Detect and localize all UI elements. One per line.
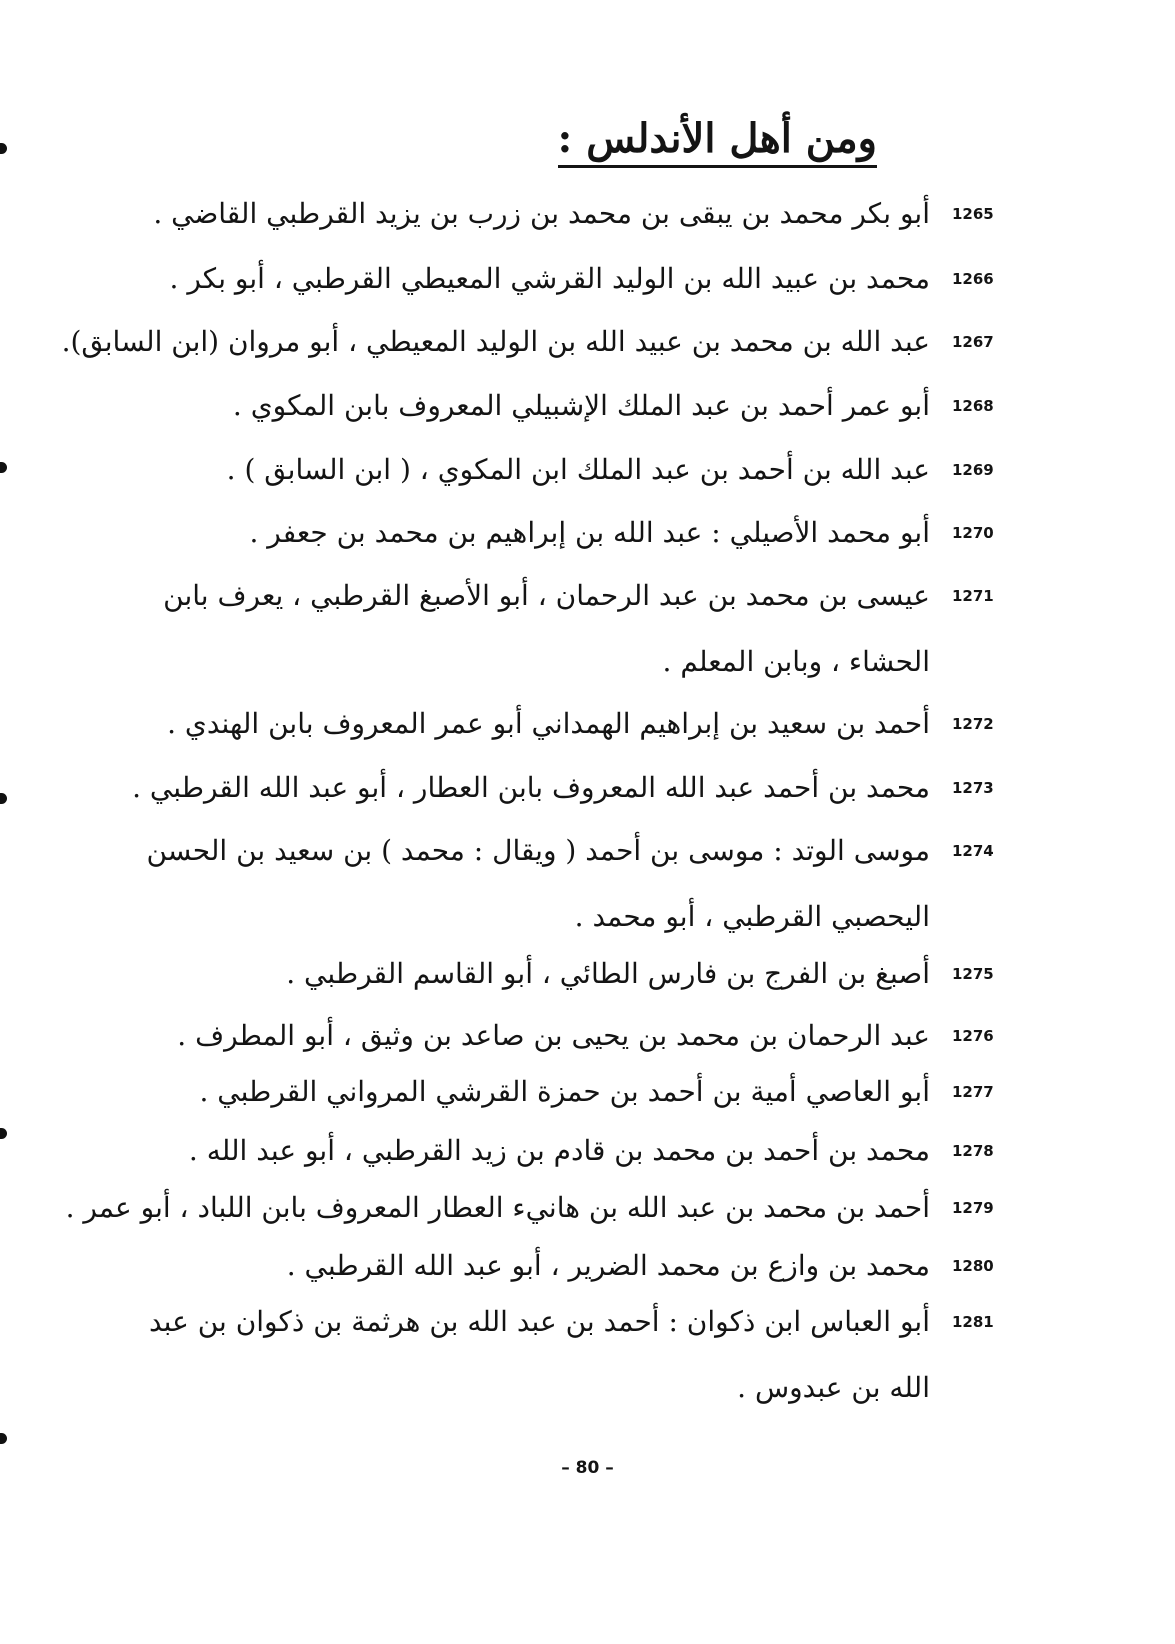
entry-text: عبد الله بن محمد بن عبيد الله بن الوليد المعيطي ، أبو مروان (ابن السابق). <box>61 325 930 358</box>
entry-number: 1281 <box>952 1313 994 1331</box>
entry-text: محمد بن أحمد بن محمد بن قادم بن زيد القرطبي ، أبو عبد الله . <box>188 1134 930 1167</box>
entry-row <box>0 941 1175 1007</box>
entry-row <box>0 500 1175 566</box>
entry-number: 1279 <box>952 1199 994 1217</box>
binding-hole-mark <box>0 143 7 154</box>
entry-number: 1270 <box>952 524 994 542</box>
entry-number: 1268 <box>952 397 994 415</box>
entry-text: أبو العاصي أمية بن أحمد بن حمزة القرشي المرواني القرطبي . <box>199 1075 930 1108</box>
entry-row <box>0 181 1175 247</box>
entry-text: عيسى بن محمد بن عبد الرحمان ، أبو الأصبغ القرطبي ، يعرف بابن الحشاء ، وبابن المعلم . <box>163 579 930 678</box>
entry-row <box>0 246 1175 312</box>
entry-text: أحمد بن محمد بن عبد الله بن هانيء العطار المعروف بابن اللباد ، أبو عمر . <box>65 1191 930 1224</box>
entry-number: 1277 <box>952 1083 994 1101</box>
section-heading: ومن أهل الأندلس : <box>558 115 877 168</box>
entry-row <box>0 691 1175 757</box>
entry-number: 1272 <box>952 715 994 733</box>
entry-row <box>0 373 1175 439</box>
entry-text: عبد الله بن أحمد بن عبد الملك ابن المكوي ، ( ابن السابق ) . <box>226 453 930 486</box>
entry-row <box>0 309 1175 375</box>
entry-text: عبد الرحمان بن محمد بن يحيى بن صاعد بن وثيق ، أبو المطرف . <box>177 1019 930 1052</box>
entry-number: 1271 <box>952 587 994 605</box>
entry-number: 1274 <box>952 842 994 860</box>
entry-row <box>0 437 1175 503</box>
entry-row <box>0 1059 1175 1125</box>
entry-number: 1273 <box>952 779 994 797</box>
entry-number: 1266 <box>952 270 994 288</box>
entry-text: أبو بكر محمد بن يبقى بن محمد بن زرب بن يزيد القرطبي القاضي . <box>153 197 930 230</box>
entry-row <box>0 755 1175 821</box>
entry-number: 1280 <box>952 1257 994 1275</box>
entry-text: محمد بن وازع بن محمد الضرير ، أبو عبد الله القرطبي . <box>286 1249 930 1282</box>
entry-row <box>0 563 1175 678</box>
entry-number: 1267 <box>952 333 994 351</box>
entry-number: 1265 <box>952 205 994 223</box>
entry-text: محمد بن عبيد الله بن الوليد القرشي المعيطي القرطبي ، أبو بكر . <box>169 262 930 295</box>
entry-row <box>0 818 1175 933</box>
page-number: – 80 – <box>561 1458 614 1478</box>
entry-text: موسى الوتد : موسى بن أحمد ( ويقال : محمد ) بن سعيد بن الحسن اليحصبي القرطبي ، أبو محمد . <box>146 834 930 933</box>
entry-number: 1269 <box>952 461 994 479</box>
entry-text: أبو عمر أحمد بن عبد الملك الإشبيلي المعروف بابن المكوي . <box>232 389 930 422</box>
entry-text: أحمد بن سعيد بن إبراهيم الهمداني أبو عمر المعروف بابن الهندي . <box>167 707 930 740</box>
entry-text: أصبغ بن الفرج بن فارس الطائي ، أبو القاسم القرطبي . <box>286 957 930 990</box>
entry-text: محمد بن أحمد عبد الله المعروف بابن العطار ، أبو عبد الله القرطبي . <box>132 771 930 804</box>
entry-number: 1276 <box>952 1027 994 1045</box>
entry-text: أبو العباس ابن ذكوان : أحمد بن عبد الله بن هرثمة بن ذكوان بن عبد الله بن عبدوس . <box>148 1305 930 1404</box>
entry-number: 1278 <box>952 1142 994 1160</box>
entry-row <box>0 1289 1175 1404</box>
entry-number: 1275 <box>952 965 994 983</box>
entry-text: أبو محمد الأصيلي : عبد الله بن إبراهيم بن محمد بن جعفر . <box>249 516 930 549</box>
entry-row <box>0 1175 1175 1241</box>
binding-hole-mark <box>0 1433 7 1444</box>
